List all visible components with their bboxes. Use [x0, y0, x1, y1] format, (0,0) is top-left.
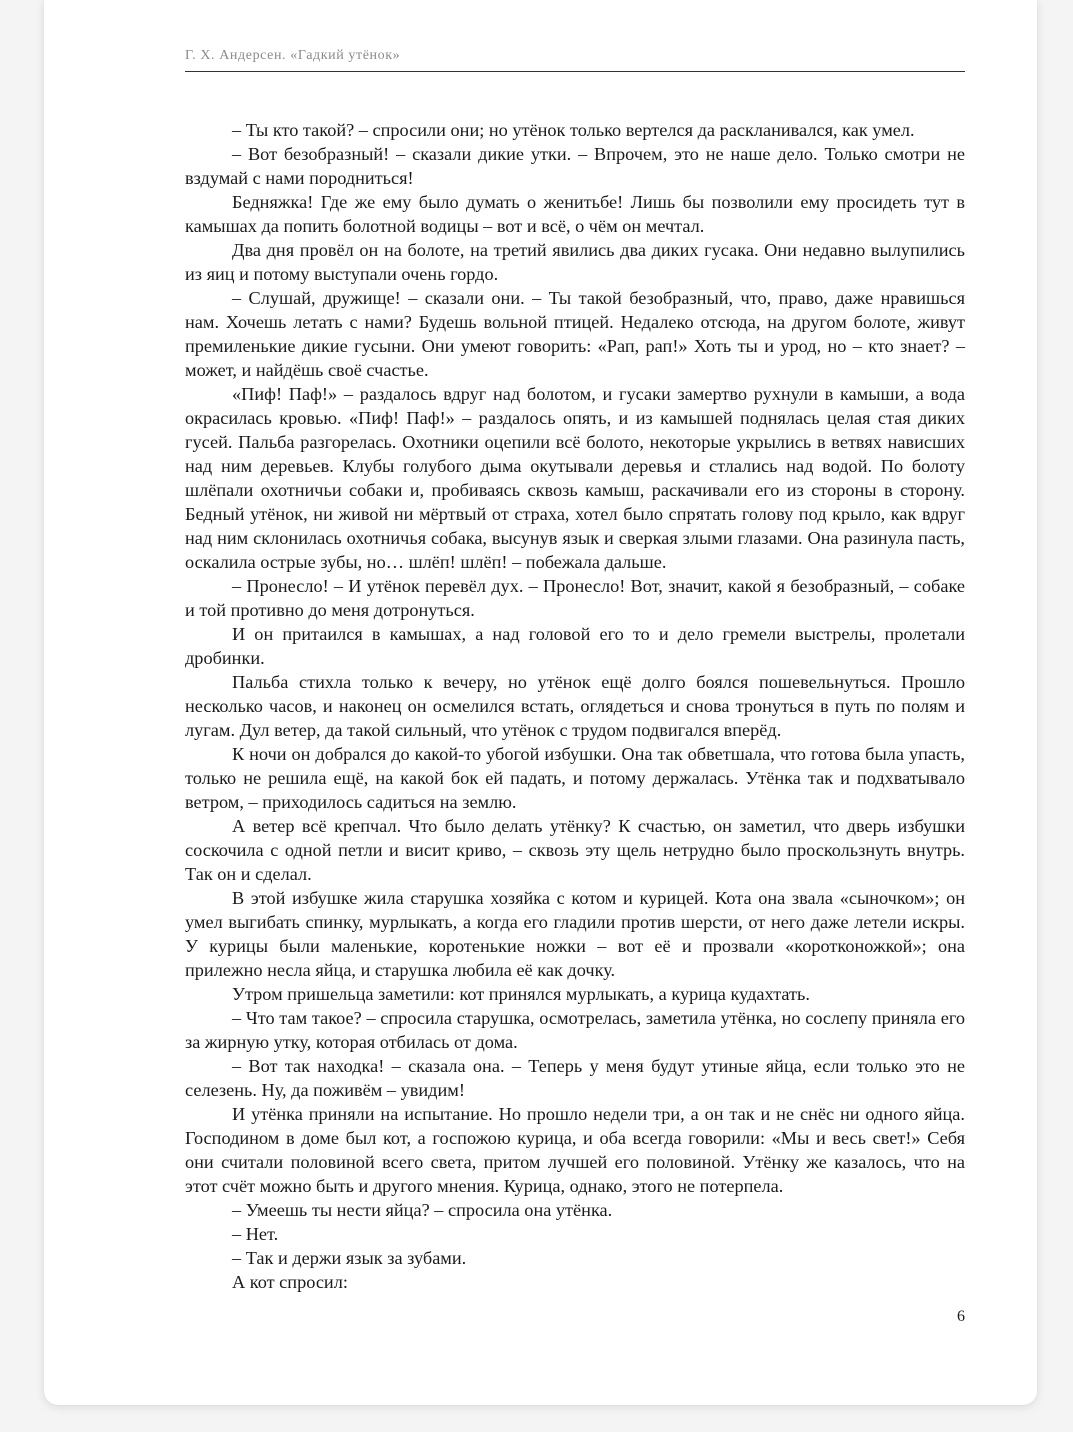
header-rule: [185, 71, 965, 72]
paragraph: – Что там такое? – спросила старушка, осмотрелась, заметила утёнка, но сослепу приняла его за жирную утку, которая отбилась от дома.: [185, 1008, 965, 1052]
paragraph: – Слушай, дружище! – сказали они. – Ты такой безобразный, что, право, даже нравишься нам. Хочешь летать с нами? Будешь вольной птицей. Недалеко отсюда, на другом болоте, живут премиленькие дикие гусыни. Они умеют говорить: «Рап, рап!» Хоть ты и урод, но – кто знает? – может, и найдёшь своё счастье.: [185, 288, 965, 380]
paragraph: И утёнка приняли на испытание. Но прошло недели три, а он так и не снёс ни одного яйца. Господином в доме был кот, а госпожою курица, и оба всегда говорили: «Мы и весь свет!» Себя они считали половиной всего света, притом лучшей его половиной. Утёнку же казалось, что на этот счёт можно быть и другого мнения. Курица, однако, этого не потерпела.: [185, 1104, 965, 1196]
paragraph: А кот спросил:: [232, 1272, 348, 1292]
paragraph: Пальба стихла только к вечеру, но утёнок ещё долго боялся пошевельнуться. Прошло несколько часов, и наконец он осмелился встать, оглядеться и снова тронуться в путь по полям и лугам. Дул ветер, да такой сильный, что утёнок с трудом подвигался вперёд.: [185, 672, 965, 740]
paragraph: А ветер всё крепчал. Что было делать утёнку? К счастью, он заметил, что дверь избушки соскочила с одной петли и висит криво, – сквозь эту щель нетрудно было проскользнуть внутрь. Так он и сделал.: [185, 816, 965, 884]
story-text: [185, 118, 965, 1294]
paragraph: – Вот так находка! – сказала она. – Теперь у меня будут утиные яйца, если только это не селезень. Ну, да поживём – увидим!: [185, 1056, 965, 1100]
paragraph: – Ты кто такой? – спросили они; но утёнок только вертелся да раскланивался, как умел.: [232, 120, 915, 140]
paragraph: Два дня провёл он на болоте, на третий явились два диких гусака. Они недавно вылупились из яиц и потому выступали очень гордо.: [185, 240, 965, 284]
paragraph: Утром пришельца заметили: кот принялся мурлыкать, а курица кудахтать.: [232, 984, 810, 1004]
paragraph: – Так и держи язык за зубами.: [232, 1248, 467, 1268]
paragraph: – Пронесло! – И утёнок перевёл дух. – Пронесло! Вот, значит, какой я безобразный, – собаке и той противно до меня дотронуться.: [185, 576, 965, 620]
paragraph: Бедняжка! Где же ему было думать о женитьбе! Лишь бы позволили ему просидеть тут в камышах да попить болотной водицы – вот и всё, о чём он мечтал.: [185, 192, 965, 236]
page-number: 6: [957, 1308, 965, 1325]
document-page: [44, 0, 1037, 1405]
paragraph: – Вот безобразный! – сказали дикие утки. – Впрочем, это не наше дело. Только смотри не вздумай с нами породниться!: [185, 144, 965, 188]
paragraph: – Нет.: [232, 1224, 279, 1244]
paragraph: И он притаился в камышах, а над головой его то и дело гремели выстрелы, пролетали дробинки.: [185, 624, 965, 668]
paragraph: В этой избушке жила старушка хозяйка с котом и курицей. Кота она звала «сыночком»; он умел выгибать спинку, мурлыкать, а когда его гладили против шерсти, от него даже летели искры. У курицы были маленькие, коротенькие ножки – вот её и прозвали «коротконожкой»; она прилежно несла яйца, и старушка любила её как дочку.: [185, 888, 965, 980]
paragraph: К ночи он добрался до какой-то убогой избушки. Она так обветшала, что готова была упасть, только не решила ещё, на какой бок ей падать, и потому держалась. Утёнка так и подхватывало ветром, – приходилось садиться на землю.: [185, 744, 965, 812]
paragraph: – Умеешь ты нести яйца? – спросила она утёнка.: [232, 1200, 613, 1220]
paragraph: «Пиф! Паф!» – раздалось вдруг над болотом, и гусаки замертво рухнули в камыши, а вода окрасилась кровью. «Пиф! Паф!» – раздалось опять, и из камышей поднялась целая стая диких гусей. Пальба разгорелась. Охотники оцепили всё болото, некоторые укрылись в ветвях нависших над ним деревьев. Клубы голубого дыма окутывали деревья и стлались над водой. По болоту шлёпали охотничьи собаки и, пробиваясь сквозь камыш, раскачивали его из стороны в сторону. Бедный утёнок, ни живой ни мёртвый от страха, хотел было спрятать голову под крыло, как вдруг над ним склонилась охотничья собака, высунув язык и сверкая злыми глазами. Она разинула пасть, оскалила острые зубы, но… шлёп! шлёп! – побежала дальше.: [185, 384, 965, 572]
running-header: Г. Х. Андерсен. «Гадкий утёнок»: [185, 48, 401, 63]
